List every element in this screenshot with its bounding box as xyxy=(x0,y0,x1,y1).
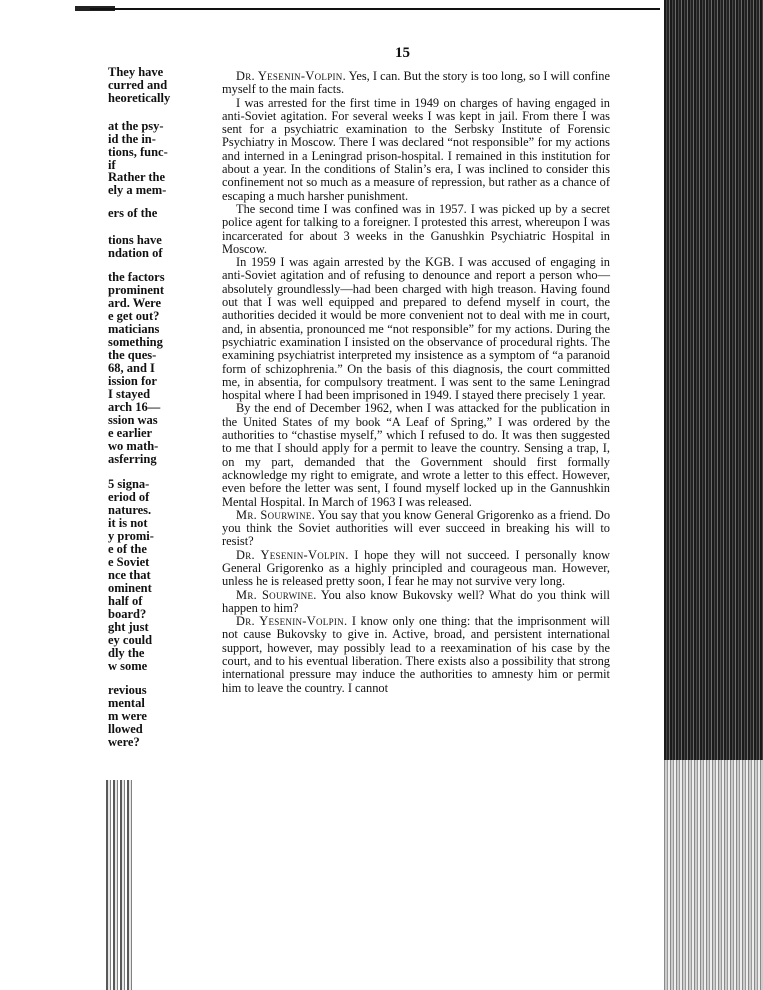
page-body xyxy=(222,70,610,695)
paragraph-text: I was arrested for the first time in 1949 on charges of having engaged in anti-Soviet agitation. For several weeks I was kept in jail. From there I was sent for a psychiatric examination to the Serbsky Institute of Forensic Psychiatry in Moscow. There I was declared “not responsible” for my actions and interned in a Leningrad prison-hospital. I remained in this institution for about a year. In the conditions of Stalin’s era, I was inclined to consider this confinement not so much as a measure of repression, but rather as a chance of escaping a much harsher punishment. xyxy=(222,95,610,203)
facing-page-fragment: maticians xyxy=(108,322,160,336)
paragraph-text: In 1959 I was again arrested by the KGB. I was accused of engaging in anti-Soviet agitation and of refusing to denounce and report a person who—absolutely groundlessly—had been charged with high treason. Having found out that I was well equipped and prepared to defend myself in court, the authorities decided it would be more convenient not to deal with me in court, and, in absentia, pronounced me “not responsible” for my actions. During the psychiatric examination I insisted on the observance of procedural rights. The examining psychiatrist interpreted my insistence as a symptom of “a paranoid form of schizophrenia.” On the basis of this diagnosis, the court committed me, in absentia, for compulsory treatment. I was sent to the same Leningrad hospital where I had been imprisoned in 1949. I stayed there precisely 1 year. xyxy=(222,255,610,403)
facing-page-fragment: dly the xyxy=(108,646,145,660)
facing-page-fragment: board? xyxy=(108,607,147,621)
speaker-name: Mr. Sourwine. xyxy=(236,507,316,522)
facing-page-fragment: ard. Were xyxy=(108,296,162,310)
facing-page-fragment: id the in- xyxy=(108,132,156,146)
facing-page-fragment: were? xyxy=(108,735,140,749)
facing-page-fragment: mental xyxy=(108,696,145,710)
facing-page-fragment: ssion was xyxy=(108,413,158,427)
binding-shadow xyxy=(106,780,132,990)
facing-page-fragment: 68, and I xyxy=(108,361,155,375)
paragraph-text: By the end of December 1962, when I was attacked for the publication in the United States of my book “A Leaf of Spring,” I was ordered by the authorities to “chastise myself,” which I refused to do. It was then suggested to me that I should apply for a permit to leave the country. Sensing a trap, I, on my part, demanded that the Government should first formally acknowledge my right to emigrate, and wrote a letter to this effect. However, even before the letter was sent, I found myself locked up in the Gannushkin Mental Hospital. In March of 1963 I was released. xyxy=(222,401,610,509)
facing-page-fragment: e get out? xyxy=(108,309,160,323)
facing-page-fragment: ndation of xyxy=(108,246,163,260)
facing-page-fragment: e Soviet xyxy=(108,555,150,569)
facing-page-fragment: 5 signa- xyxy=(108,477,150,491)
body-paragraph xyxy=(222,402,610,508)
facing-page-fragment: eriod of xyxy=(108,490,150,504)
body-paragraph xyxy=(222,589,610,616)
facing-page-fragment: arch 16— xyxy=(108,400,161,414)
body-paragraph xyxy=(222,509,610,549)
facing-page-fragment: half of xyxy=(108,594,143,608)
facing-page-fragment: wo math- xyxy=(108,439,159,453)
paragraph-text: Yes, I can. But the story is too long, so I will confine myself to the main facts. xyxy=(222,69,610,97)
scan-right-shadow-fade xyxy=(664,760,763,990)
facing-page-fragment: They have xyxy=(108,65,164,79)
facing-page-fragment: m were xyxy=(108,709,147,723)
facing-page-fragment: prominent xyxy=(108,283,165,297)
facing-page-fragment: nce that xyxy=(108,568,151,582)
facing-page-fragment: y promi- xyxy=(108,529,154,543)
facing-page-fragment: the ques- xyxy=(108,348,157,362)
speaker-name: Dr. Yesenin-Volpin. xyxy=(236,69,347,83)
body-paragraph xyxy=(222,97,610,203)
scan-top-rule xyxy=(90,8,660,10)
facing-page-fragment: it is not xyxy=(108,516,148,530)
body-paragraph xyxy=(222,549,610,589)
facing-page-fragment: e of the xyxy=(108,542,147,556)
facing-page-margin xyxy=(0,12,112,990)
paragraph-text: You also know Bukovsky well? What do you think will happen to him? xyxy=(222,587,610,615)
body-paragraph xyxy=(222,256,610,402)
facing-page-fragment: ominent xyxy=(108,581,152,595)
paragraph-text: I hope they will not succeed. I personally know General Grigorenko as a highly principled and courageous man. However, unless he is released pretty soon, I fear he may not survive very long. xyxy=(222,547,610,589)
facing-page-fragment: the factors xyxy=(108,270,165,284)
speaker-name: Dr. Yesenin-Volpin. xyxy=(236,547,349,562)
facing-page-fragment: if xyxy=(108,158,116,172)
facing-page-fragment: something xyxy=(108,335,163,349)
body-paragraph xyxy=(222,615,610,695)
speaker-name: Dr. Yesenin-Volpin. xyxy=(236,614,348,629)
facing-page-fragment: revious xyxy=(108,683,147,697)
facing-page-fragment: tions, func- xyxy=(108,145,168,159)
paragraph-text: The second time I was confined was in 1957. I was picked up by a secret police agent for talking to a foreigner. I protested this arrest, whereupon I was incarcerated for about 3 weeks in the Ganushkin Psychiatric Hospital in Moscow. xyxy=(222,201,610,256)
facing-page-fragment: heoretically xyxy=(108,91,171,105)
facing-page-fragment: ely a mem- xyxy=(108,183,167,197)
facing-page-fragment: natures. xyxy=(108,503,152,517)
facing-page-fragment: ers of the xyxy=(108,206,158,220)
speaker-name: Mr. Sourwine. xyxy=(236,587,317,602)
facing-page-fragment: at the psy- xyxy=(108,119,164,133)
page-number: 15 xyxy=(395,45,410,61)
body-paragraph xyxy=(222,70,610,97)
facing-page-fragment: curred and xyxy=(108,78,168,92)
facing-page-fragment: Rather the xyxy=(108,170,166,184)
facing-page-fragment: w some xyxy=(108,659,148,673)
paragraph-text: You say that you know General Grigorenko as a friend. Do you think the Soviet authorities will ever succeed in breaking his will to resist? xyxy=(222,507,611,549)
facing-page-fragment: asferring xyxy=(108,452,157,466)
facing-page-fragment: ission for xyxy=(108,374,157,388)
facing-page-fragment: llowed xyxy=(108,722,143,736)
paragraph-text: I know only one thing: that the imprisonment will not cause Bukovsky to give in. Active, broad, and persistent international support, however, may possibly lead to a reexamination of his case by the court, and to his eventual liberation. There exists also a possibility that strong international pressure may induce the authorities to amnesty him or permit him to leave the country. I cannot xyxy=(222,614,610,695)
facing-page-fragment: tions have xyxy=(108,233,162,247)
body-paragraph xyxy=(222,203,610,256)
facing-page-fragment: e earlier xyxy=(108,426,153,440)
facing-page-fragment: ght just xyxy=(108,620,149,634)
facing-page-fragment: ey could xyxy=(108,633,153,647)
facing-page-fragment: I stayed xyxy=(108,387,151,401)
